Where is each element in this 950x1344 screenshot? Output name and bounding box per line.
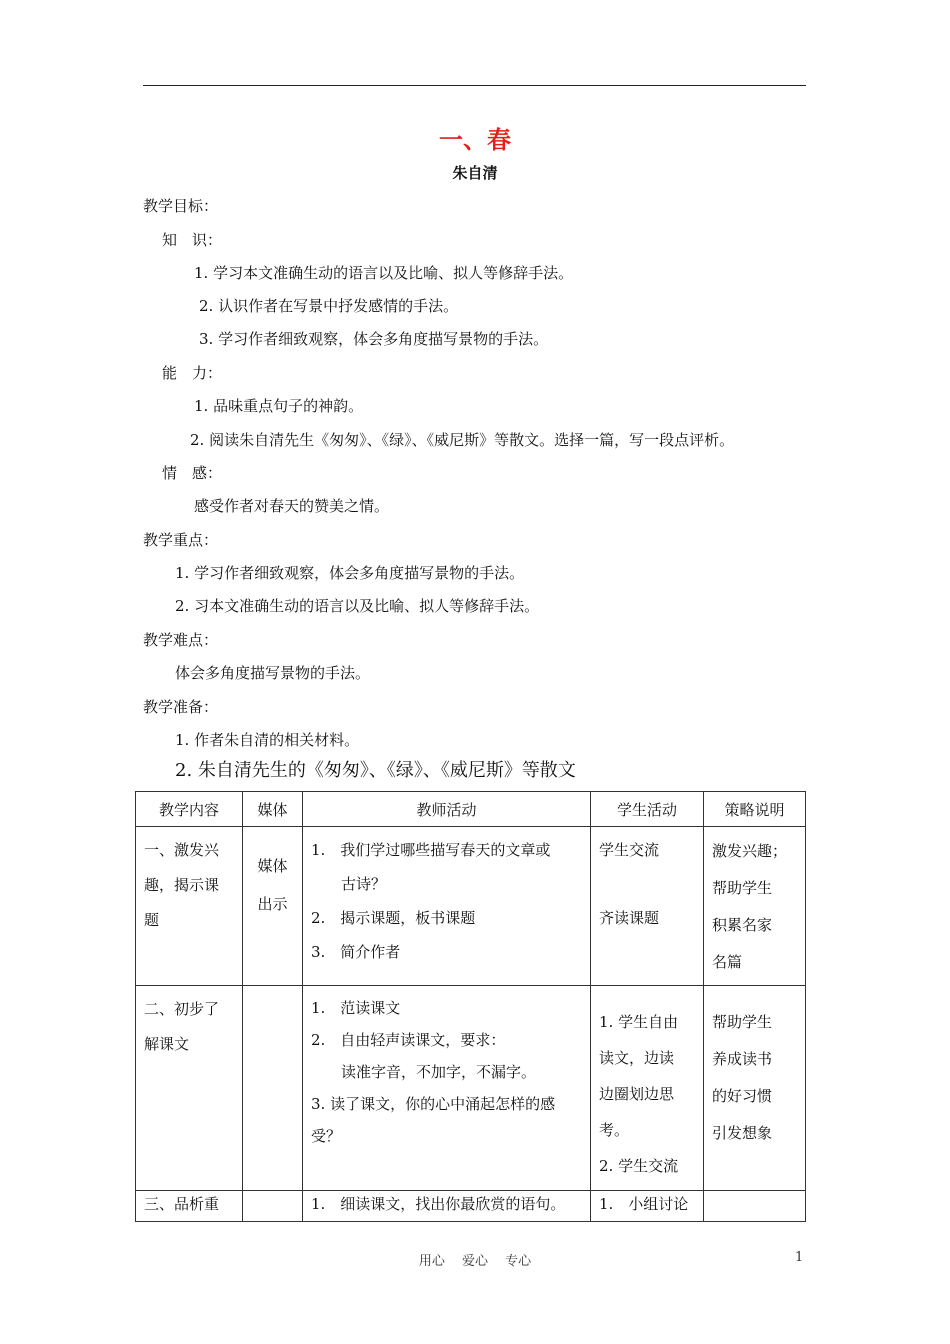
preparation-item: 2. 朱自清先生的《匆匆》、《绿》、《威尼斯》等散文 xyxy=(175,760,576,781)
cell-line: 齐读课题 xyxy=(599,909,660,927)
cell-line: 3. 简介作者 xyxy=(311,943,401,961)
cell-line: 2. 自由轻声读课文，要求： xyxy=(311,1031,506,1049)
cell-line xyxy=(599,867,695,901)
cell-line: 出示 xyxy=(257,895,288,913)
cell-line: 学生交流 xyxy=(599,841,660,859)
emotion-label: 情 感： xyxy=(162,464,223,482)
cell-line: 2. 揭示课题，板书课题 xyxy=(311,909,476,927)
content-cell xyxy=(136,1191,243,1222)
cell-line: 名篇 xyxy=(712,953,743,971)
cell-line: 1. 细读课文，找出你最欣赏的语句。 xyxy=(311,1195,566,1213)
author-name: 朱自清 xyxy=(452,164,498,182)
ability-item: 2. 阅读朱自清先生《匆匆》、《绿》、《威尼斯》等散文。选择一篇，写一段点评析。 xyxy=(190,431,735,449)
cell-line: 1. 学生自由 xyxy=(599,1013,679,1031)
key-points-heading: 教学重点： xyxy=(143,531,219,549)
cell-line: 帮助学生 xyxy=(712,879,773,897)
knowledge-item: 3. 学习作者细致观察，体会多角度描写景物的手法。 xyxy=(199,330,549,348)
difficulties-text: 体会多角度描写景物的手法。 xyxy=(175,664,371,682)
student-cell xyxy=(591,986,704,1191)
knowledge-label: 知 识： xyxy=(162,231,223,249)
cell-line: 帮助学生 xyxy=(712,1013,773,1031)
cell-line: 趣，揭示课 xyxy=(144,876,220,894)
table-row xyxy=(136,1191,806,1222)
cell-line: 的好习惯 xyxy=(712,1087,773,1105)
cell-line: 养成读书 xyxy=(712,1050,773,1068)
preparation-item: 1. 作者朱自清的相关材料。 xyxy=(175,731,360,749)
content-cell xyxy=(136,986,243,1191)
difficulties-heading: 教学难点： xyxy=(143,631,219,649)
column-header: 学生活动 xyxy=(591,792,704,827)
cell-line: 一、激发兴 xyxy=(144,841,220,859)
media-cell xyxy=(243,827,303,986)
column-header: 教学内容 xyxy=(136,792,243,827)
strategy-cell xyxy=(704,827,806,986)
lesson-title: 一、春 xyxy=(439,126,511,154)
cell-line: 激发兴趣； xyxy=(712,842,788,860)
cell-line: 三、品析重 xyxy=(144,1195,220,1213)
column-header: 媒体 xyxy=(243,792,303,827)
knowledge-item: 1. 学习本文准确生动的语言以及比喻、拟人等修辞手法。 xyxy=(194,264,574,282)
cell-line: 边圈划边思 xyxy=(599,1085,675,1103)
preparation-heading: 教学准备： xyxy=(143,698,219,716)
teacher-cell xyxy=(303,986,591,1191)
cell-line: 1. 范读课文 xyxy=(311,999,401,1017)
cell-line: 1. 我们学过哪些描写春天的文章或 xyxy=(311,841,551,859)
content-cell xyxy=(136,827,243,986)
strategy-cell xyxy=(704,986,806,1191)
cell-line: 3. 读了课文，你的心中涌起怎样的感 xyxy=(311,1095,556,1113)
column-header: 教师活动 xyxy=(303,792,591,827)
objectives-heading: 教学目标： xyxy=(143,197,219,215)
teacher-cell xyxy=(303,827,591,986)
key-point-item: 2. 习本文准确生动的语言以及比喻、拟人等修辞手法。 xyxy=(175,597,540,615)
cell-line: 读文，边读 xyxy=(599,1049,675,1067)
student-cell xyxy=(591,1191,704,1222)
cell-line: 积累名家 xyxy=(712,916,773,934)
media-cell xyxy=(243,1191,303,1222)
cell-line: 引发想象 xyxy=(712,1124,773,1142)
knowledge-item: 2. 认识作者在写景中抒发感情的手法。 xyxy=(199,297,459,315)
page-number: 1 xyxy=(795,1250,804,1265)
media-cell xyxy=(243,986,303,1191)
lesson-plan-table xyxy=(135,791,806,1222)
cell-line: 古诗？ xyxy=(311,875,387,893)
cell-line: 媒体 xyxy=(257,857,288,875)
teacher-cell xyxy=(303,1191,591,1222)
emotion-text: 感受作者对春天的赞美之情。 xyxy=(194,497,390,515)
cell-line: 题 xyxy=(144,911,160,929)
ability-label: 能 力： xyxy=(162,364,223,382)
cell-line: 受？ xyxy=(311,1127,342,1145)
table-row xyxy=(136,827,806,986)
cell-line: 2. 学生交流 xyxy=(599,1157,679,1175)
strategy-cell xyxy=(704,1191,806,1222)
cell-line: 考。 xyxy=(599,1121,630,1139)
table-row xyxy=(136,986,806,1191)
cell-line: 解课文 xyxy=(144,1035,190,1053)
student-cell xyxy=(591,827,704,986)
header-rule xyxy=(143,85,806,86)
table-header-row xyxy=(136,792,806,827)
column-header: 策略说明 xyxy=(704,792,806,827)
cell-line: 二、初步了 xyxy=(144,1000,220,1018)
cell-line: 1. 小组讨论 xyxy=(599,1195,689,1213)
key-point-item: 1. 学习作者细致观察，体会多角度描写景物的手法。 xyxy=(175,564,525,582)
ability-item: 1. 品味重点句子的神韵。 xyxy=(194,397,364,415)
footer-motto: 用心 爱心 专心 xyxy=(418,1254,532,1269)
cell-line: 读准字音，不加字，不漏字。 xyxy=(311,1063,537,1081)
